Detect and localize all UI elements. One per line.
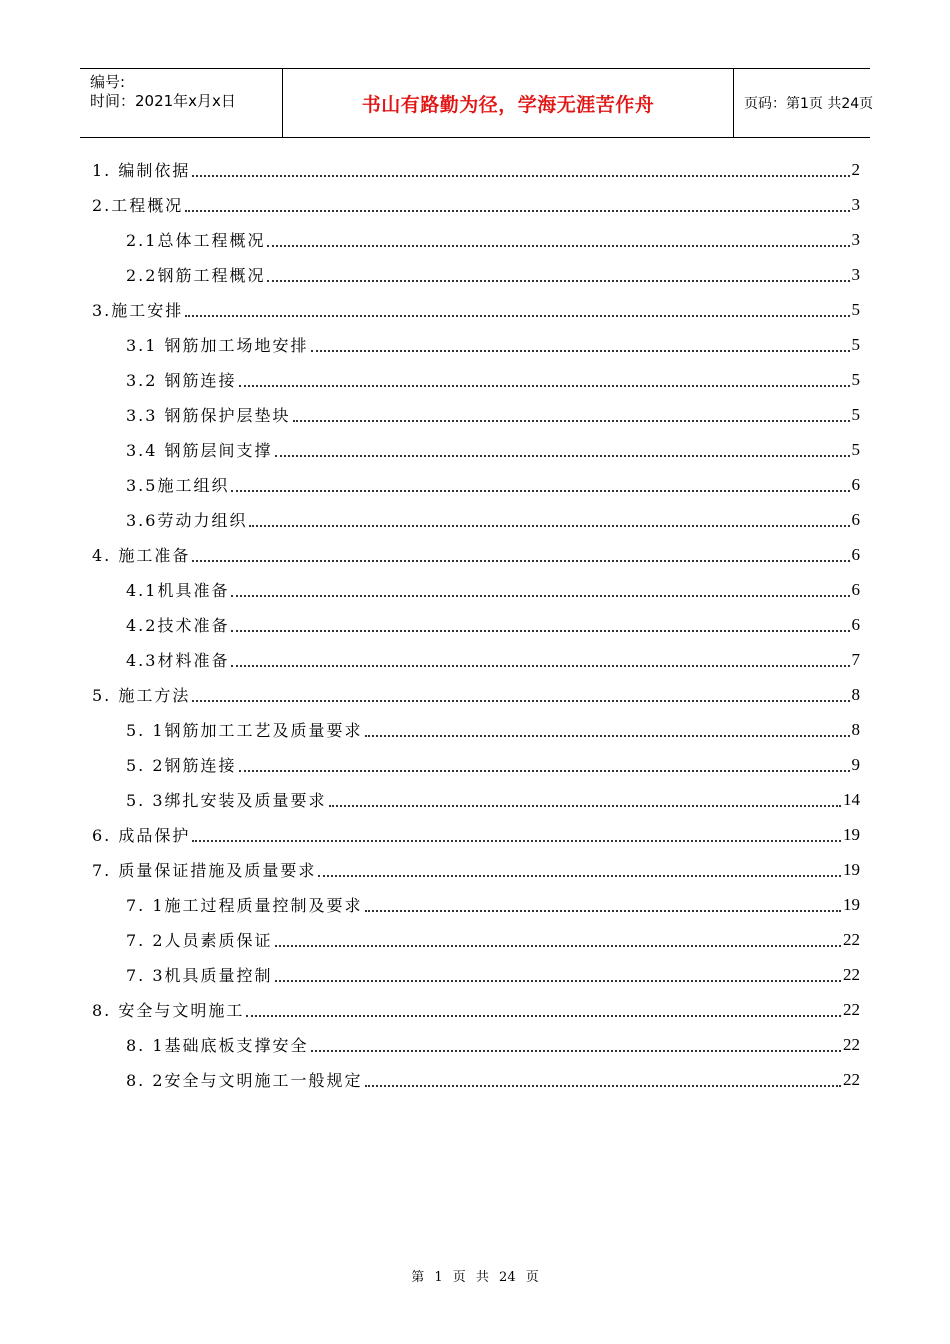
toc-entry-label: 2.2钢筋工程概况 — [126, 266, 266, 285]
toc-entry-label: 4.2技术准备 — [126, 616, 230, 635]
toc-entry-page: 3 — [851, 264, 860, 284]
toc-entry-page: 7 — [851, 649, 860, 669]
toc-entry[interactable] — [92, 992, 860, 1027]
header-meta — [80, 69, 280, 137]
toc-entry[interactable] — [92, 922, 860, 957]
toc-entry[interactable] — [92, 747, 860, 782]
toc-entry[interactable] — [92, 712, 860, 747]
toc-entry[interactable] — [92, 257, 860, 292]
toc-entry-label: 2.工程概况 — [92, 196, 184, 215]
toc-entry-label: 5. 施工方法 — [92, 686, 191, 705]
toc-entry-page: 8 — [851, 684, 860, 704]
toc-leader-dots — [267, 245, 849, 247]
toc-entry[interactable] — [92, 957, 860, 992]
toc-entry[interactable] — [92, 467, 860, 502]
toc-leader-dots — [239, 770, 850, 772]
table-of-contents — [92, 152, 860, 1097]
toc-entry[interactable] — [92, 887, 860, 922]
toc-entry-label: 3.6劳动力组织 — [126, 511, 248, 530]
toc-entry-page: 5 — [851, 299, 860, 319]
toc-leader-dots — [275, 980, 841, 982]
toc-entry[interactable] — [92, 432, 860, 467]
toc-entry-label: 4.3材料准备 — [126, 651, 230, 670]
toc-entry-page: 22 — [843, 1034, 860, 1054]
toc-entry-page: 22 — [843, 1069, 860, 1089]
toc-entry-page: 14 — [843, 789, 860, 809]
toc-leader-dots — [329, 805, 841, 807]
toc-leader-dots — [365, 1085, 841, 1087]
toc-entry[interactable] — [92, 677, 860, 712]
toc-entry-page: 3 — [851, 229, 860, 249]
toc-entry[interactable] — [92, 782, 860, 817]
toc-leader-dots — [275, 455, 850, 457]
toc-leader-dots — [275, 945, 841, 947]
toc-leader-dots — [239, 385, 850, 387]
toc-entry-page: 3 — [851, 194, 860, 214]
toc-leader-dots — [267, 280, 849, 282]
toc-leader-dots — [192, 175, 849, 177]
toc-leader-dots — [311, 1050, 841, 1052]
toc-entry-page: 22 — [843, 999, 860, 1019]
toc-entry-page: 9 — [851, 754, 860, 774]
toc-entry[interactable] — [92, 187, 860, 222]
toc-entry-page: 19 — [843, 824, 860, 844]
header-page-cell — [734, 69, 880, 137]
toc-entry-label: 7. 1施工过程质量控制及要求 — [126, 896, 363, 915]
toc-leader-dots — [185, 315, 849, 317]
toc-entry-label: 2.1总体工程概况 — [126, 231, 266, 250]
page-footer: 第 1 页 共 24 页 — [411, 1270, 539, 1285]
toc-leader-dots — [231, 630, 849, 632]
toc-leader-dots — [293, 420, 850, 422]
toc-entry-page: 19 — [843, 859, 860, 879]
toc-entry-page: 6 — [851, 509, 860, 529]
toc-leader-dots — [246, 1015, 841, 1017]
toc-entry-label: 7. 3机具质量控制 — [126, 966, 273, 985]
toc-leader-dots — [192, 840, 841, 842]
toc-leader-dots — [231, 665, 849, 667]
toc-entry-label: 3.4 钢筋层间支撑 — [126, 441, 273, 460]
toc-entry-page: 22 — [843, 929, 860, 949]
toc-entry-label: 8. 安全与文明施工 — [92, 1001, 245, 1020]
toc-entry[interactable] — [92, 502, 860, 537]
toc-entry[interactable] — [92, 1027, 860, 1062]
toc-leader-dots — [318, 875, 841, 877]
header-motto-cell — [282, 69, 734, 137]
header-motto: 书山有路勤为径，学海无涯苦作舟 — [361, 93, 655, 116]
document-date: 时间：2021年x月x日 — [90, 92, 236, 110]
page-header — [80, 68, 874, 138]
toc-entry-label: 3.1 钢筋加工场地安排 — [126, 336, 309, 355]
toc-entry-label: 4. 施工准备 — [92, 546, 191, 565]
toc-entry[interactable] — [92, 327, 860, 362]
toc-entry-page: 22 — [843, 964, 860, 984]
toc-entry-page: 2 — [851, 159, 860, 179]
toc-entry[interactable] — [92, 572, 860, 607]
toc-entry-page: 5 — [851, 404, 860, 424]
toc-leader-dots — [365, 735, 850, 737]
toc-leader-dots — [249, 525, 849, 527]
toc-entry-label: 3.2 钢筋连接 — [126, 371, 237, 390]
toc-entry-page: 8 — [851, 719, 860, 739]
toc-entry-label: 5. 2钢筋连接 — [126, 756, 237, 775]
toc-entry[interactable] — [92, 817, 860, 852]
header-page-code: 页码：第1页 共24页 — [744, 96, 874, 112]
toc-entry-label: 5. 1钢筋加工工艺及质量要求 — [126, 721, 363, 740]
toc-entry-page: 6 — [851, 544, 860, 564]
toc-leader-dots — [311, 350, 850, 352]
toc-entry[interactable] — [92, 607, 860, 642]
toc-leader-dots — [192, 700, 849, 702]
toc-entry-page: 5 — [851, 439, 860, 459]
toc-entry-page: 6 — [851, 579, 860, 599]
toc-entry-label: 6. 成品保护 — [92, 826, 191, 845]
toc-leader-dots — [192, 560, 849, 562]
toc-entry-label: 5. 3绑扎安装及质量要求 — [126, 791, 327, 810]
toc-leader-dots — [365, 910, 841, 912]
toc-entry[interactable] — [92, 537, 860, 572]
document-number-label: 编号: — [90, 73, 126, 91]
toc-entry-page: 6 — [851, 474, 860, 494]
toc-entry[interactable] — [92, 852, 860, 887]
toc-entry-label: 7. 质量保证措施及质量要求 — [92, 861, 317, 880]
toc-entry[interactable] — [92, 292, 860, 327]
toc-leader-dots — [231, 595, 849, 597]
toc-entry-label: 3.施工安排 — [92, 301, 184, 320]
toc-entry-label: 4.1机具准备 — [126, 581, 230, 600]
toc-entry-page: 5 — [851, 369, 860, 389]
toc-entry-label: 7. 2人员素质保证 — [126, 931, 273, 950]
toc-entry-page: 19 — [843, 894, 860, 914]
toc-entry[interactable] — [92, 642, 860, 677]
toc-entry[interactable] — [92, 397, 860, 432]
toc-entry-label: 1. 编制依据 — [92, 161, 191, 180]
toc-entry-label: 8. 2安全与文明施工一般规定 — [126, 1071, 363, 1090]
toc-entry[interactable] — [92, 152, 860, 187]
toc-entry-label: 8. 1基础底板支撑安全 — [126, 1036, 309, 1055]
toc-entry-page: 6 — [851, 614, 860, 634]
toc-entry-label: 3.3 钢筋保护层垫块 — [126, 406, 291, 425]
toc-entry[interactable] — [92, 222, 860, 257]
toc-entry-label: 3.5施工组织 — [126, 476, 230, 495]
toc-leader-dots — [185, 210, 849, 212]
toc-entry[interactable] — [92, 1062, 860, 1097]
toc-entry-page: 5 — [851, 334, 860, 354]
toc-leader-dots — [231, 490, 849, 492]
toc-entry[interactable] — [92, 362, 860, 397]
